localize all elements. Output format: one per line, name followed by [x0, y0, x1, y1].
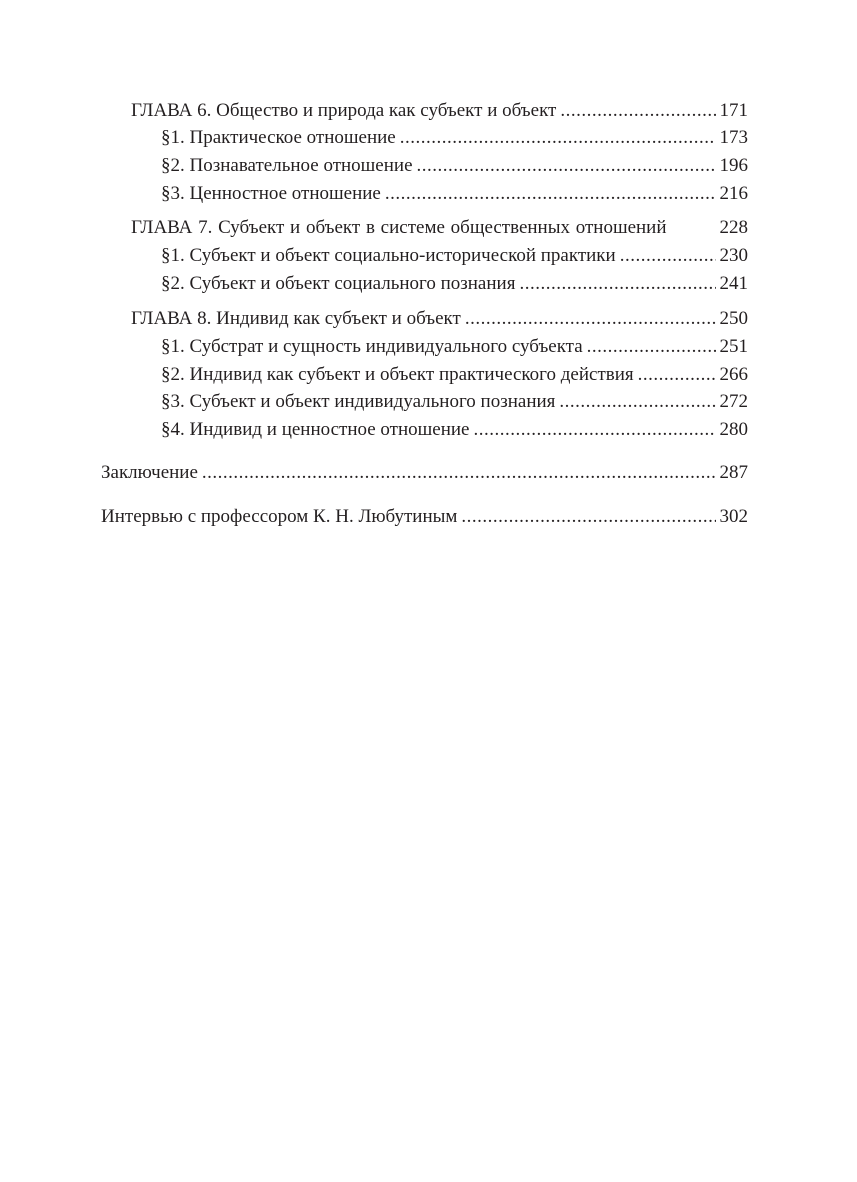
toc-entry-title: §1. Субъект и объект социально-исторической практики	[161, 245, 616, 266]
toc-page-number: 196	[719, 155, 748, 176]
toc-chapter-8	[131, 307, 748, 331]
dot-leader	[417, 154, 716, 178]
toc-entry-title: §1. Практическое отношение	[161, 127, 396, 148]
dot-leader	[400, 126, 716, 150]
toc-entry-title: §2. Субъект и объект социального познания	[161, 273, 516, 294]
toc-section-8-3	[161, 390, 748, 414]
toc-page-number: 280	[719, 419, 748, 440]
toc-section-6-3	[161, 182, 748, 206]
toc-section-7-2	[161, 272, 748, 296]
toc-entry-title: Интервью с профессором К. Н. Любутиным	[101, 506, 458, 527]
toc-page-number: 173	[719, 127, 748, 148]
toc-entry-title: ГЛАВА 7. Субъект и объект в системе общественных отношений	[131, 217, 667, 238]
toc-section-8-1	[161, 335, 748, 359]
dot-leader	[620, 244, 716, 268]
toc-page-number: 287	[719, 462, 748, 483]
dot-leader	[465, 307, 716, 331]
toc-chapter-7	[131, 216, 748, 240]
toc-page-number: 302	[719, 506, 748, 527]
toc-page-number: 250	[719, 308, 748, 329]
toc-page-number: 216	[719, 183, 748, 204]
toc-entry-title: §1. Субстрат и сущность индивидуального субъекта	[161, 336, 583, 357]
dot-leader	[638, 363, 716, 387]
toc-page-number: 241	[719, 273, 748, 294]
dot-leader	[473, 418, 715, 442]
toc-page-number: 228	[719, 217, 748, 238]
dot-leader	[559, 390, 715, 414]
toc-section-7-1	[161, 244, 748, 268]
toc-section-8-2	[161, 363, 748, 387]
toc-page-number: 272	[719, 391, 748, 412]
toc-section-8-4	[161, 418, 748, 442]
toc-entry-title: §2. Познавательное отношение	[161, 155, 413, 176]
dot-leader	[202, 461, 716, 485]
toc-entry-title: §2. Индивид как субъект и объект практического действия	[161, 364, 634, 385]
dot-leader	[385, 182, 716, 206]
toc-conclusion	[101, 461, 748, 485]
toc-entry-title: §3. Ценностное отношение	[161, 183, 381, 204]
toc-entry-title: §3. Субъект и объект индивидуального познания	[161, 391, 556, 412]
toc-entry-title: ГЛАВА 8. Индивид как субъект и объект	[131, 308, 461, 329]
toc-entry-title: §4. Индивид и ценностное отношение	[161, 419, 470, 440]
dot-leader	[461, 505, 715, 529]
toc-entry-title: ГЛАВА 6. Общество и природа как субъект и объект	[131, 100, 557, 121]
dot-leader	[519, 272, 715, 296]
toc-section-6-1	[161, 126, 748, 150]
toc-entry-title: Заключение	[101, 462, 198, 483]
toc-interview	[101, 505, 748, 529]
toc-page-number: 171	[719, 100, 748, 121]
toc-page-number: 266	[719, 364, 748, 385]
toc-chapter-6	[131, 99, 748, 123]
toc-page-number: 230	[719, 245, 748, 266]
dot-leader	[560, 99, 715, 123]
toc-section-6-2	[161, 154, 748, 178]
toc-page-number: 251	[719, 336, 748, 357]
dot-leader	[587, 335, 716, 359]
